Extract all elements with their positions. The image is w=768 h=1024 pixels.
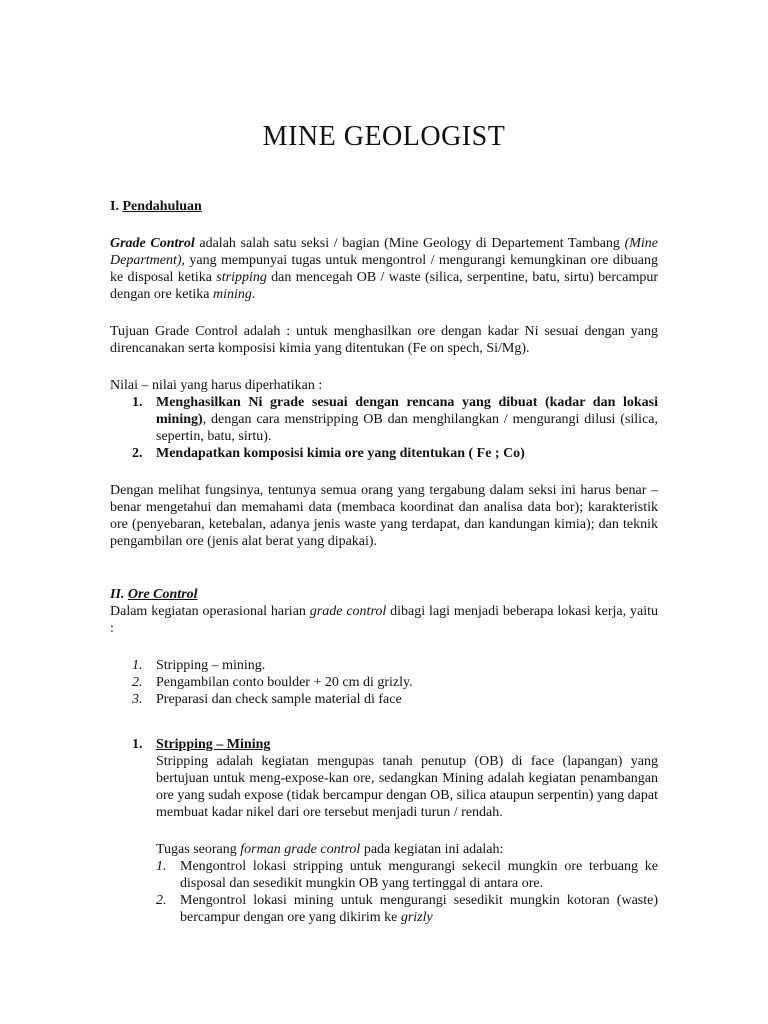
text-run: . [251, 287, 256, 302]
list-item [110, 674, 658, 691]
task-text: Mengontrol lokasi stripping untuk mengurangi sekecil mungkin ore terbuang ke disposal dan sesedikit mungkin OB yang tertinggal di antara ore. [180, 859, 658, 891]
document-title: MINE GEOLOGIST [262, 121, 506, 152]
subsection-number: 1. [132, 737, 143, 752]
task-number: 1. [156, 859, 167, 874]
list-item-bold: Mendapatkan komposisi kimia ore yang ditentukan ( Fe ; Co) [156, 446, 525, 461]
list-number: 2. [132, 446, 143, 461]
task-text: Mengontrol lokasi mining untuk mengurangi sesedikit mungkin kotoran (waste) bercampur dengan ore yang dikirim ke [180, 893, 658, 925]
section-2-number: II. [110, 587, 125, 602]
document-body [110, 198, 658, 926]
section-1-heading [110, 198, 658, 215]
text-run: yang mempunyai tugas untuk mengontrol / mengurangi kemungkinan ore dibuang ke disposal ketika [110, 253, 658, 285]
task-item [156, 858, 658, 892]
subsection-1-body [110, 753, 658, 926]
list-item [110, 657, 658, 674]
list-number: 2. [132, 675, 143, 690]
fungsi-paragraph: Dengan melihat fungsinya, tentunya semua orang yang tergabung dalam seksi ini harus benar – benar mengetahui dan memahami data (membaca koordinat dan analisa data bor); karakteristik ore (penyebaran, ketebalan, adanya jenis waste yang terdapat, dan kandungan kimia); dan teknik pengambilan ore (jenis alat berat yang dipakai). [110, 483, 658, 549]
grizly-term: grizly [400, 910, 433, 925]
list-item-text: Stripping – mining. [156, 658, 266, 673]
subsection-title: Stripping – Mining [156, 737, 271, 752]
grade-control-term: Grade Control [110, 236, 195, 251]
list-item [110, 691, 658, 708]
list-item [110, 394, 658, 445]
task-number: 2. [156, 893, 167, 908]
section-2-title: Ore Control [127, 587, 198, 602]
nilai-intro: Nilai – nilai yang harus diperhatikan : [110, 378, 323, 393]
text-run: Tugas seorang [156, 842, 241, 857]
list-item [110, 445, 658, 462]
list-item-bold: Menghasilkan Ni grade sesuai dengan rencana yang dibuat (kadar dan lokasi mining) [156, 395, 658, 427]
list-number: 1. [132, 395, 143, 410]
list-item-text: Preparasi dan check sample material di face [156, 692, 402, 707]
text-run: dibagi lagi menjadi beberapa lokasi kerja, yaitu : [110, 604, 659, 636]
tujuan-paragraph: Tujuan Grade Control adalah : untuk menghasilkan ore dengan kadar Ni sesuai dengan yang direncanakan serta komposisi kimia yang ditentukan (Fe on spech, Si/Mg). [110, 324, 658, 356]
stripping-paragraph: Stripping adalah kegiatan mengupas tanah penutup (OB) di face (lapangan) yang bertujuan untuk meng-expose-kan ore, sedangkan Mining adalah kegiatan penambangan ore yang sudah expose (tidak bercampur dengan OB, silica ataupun serpentin) yang dapat membuat kadar nikel dari ore tersebut menjadi turun / rendah. [156, 754, 658, 820]
grade-control-paragraph [110, 235, 658, 303]
stripping-term: stripping [216, 270, 267, 285]
ore-control-paragraph [110, 603, 658, 637]
text-run: Dalam kegiatan operasional harian [110, 604, 310, 619]
list-item-text: , dengan cara menstripping OB dan menghilangkan / mengurangi dilusi (silica, sepertin, batu, sirtu). [156, 412, 658, 444]
section-1-title: Pendahuluan [122, 199, 202, 214]
mining-term: mining [213, 287, 252, 302]
list-number: 3. [132, 692, 143, 707]
text-run: adalah salah satu seksi / bagian (Mine Geology di Departement Tambang [194, 236, 625, 251]
list-number: 1. [132, 658, 143, 673]
section-1-number: I. [110, 199, 119, 214]
section-2-heading [110, 586, 658, 603]
forman-term: forman grade control [240, 842, 361, 857]
task-item [156, 892, 658, 926]
grade-control-term: grade control [309, 604, 387, 619]
mine-department-term: (Mine Department), [110, 236, 658, 268]
text-run: dan mencegah OB / waste (silica, serpentine, batu, sirtu) bercampur dengan ore ketika [110, 270, 659, 302]
text-run: pada kegiatan ini adalah: [360, 842, 504, 857]
tugas-intro [156, 841, 658, 858]
subsection-1-heading [110, 736, 658, 753]
list-item-text: Pengambilan conto boulder + 20 cm di grizly. [156, 675, 413, 690]
